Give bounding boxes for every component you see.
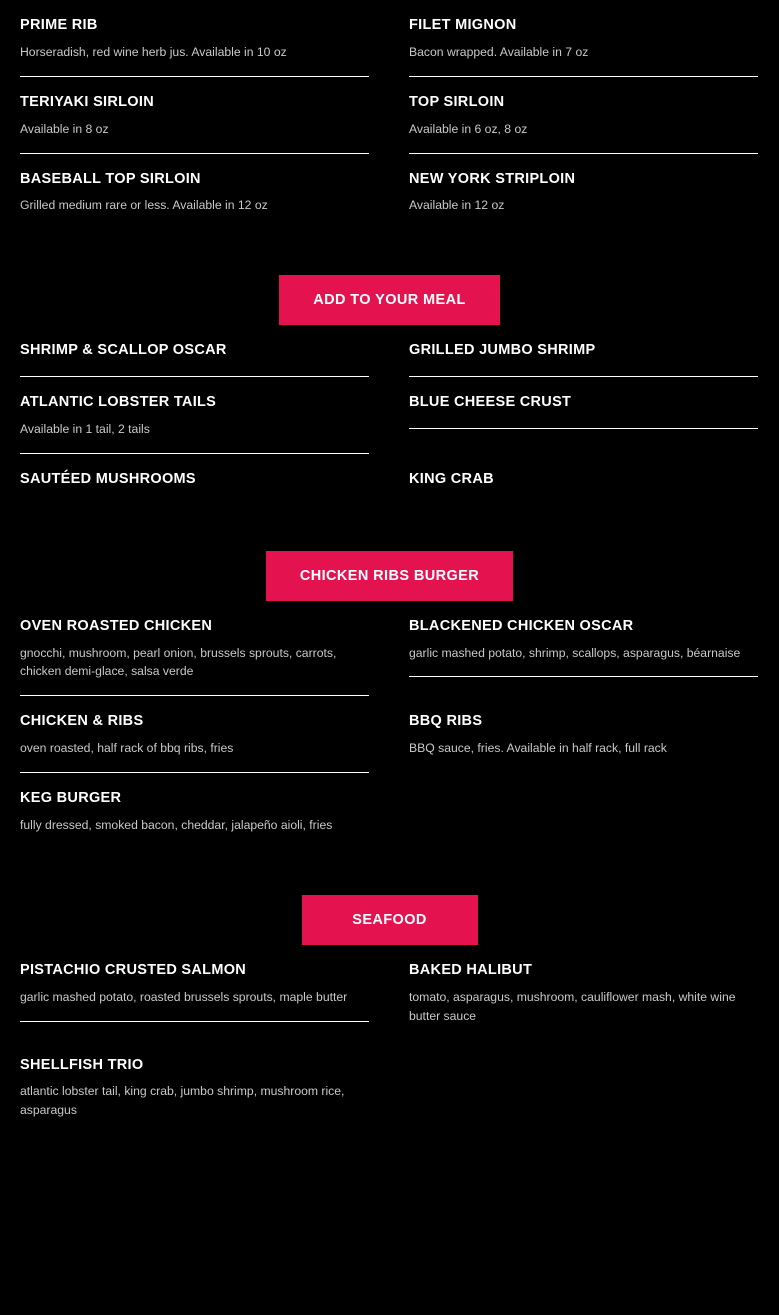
section-banner-wrap: [0, 895, 779, 945]
menu-item-name: CHICKEN & RIBS: [20, 713, 144, 730]
menu-item-name: BAKED HALIBUT: [409, 961, 533, 978]
section-banner-wrap: [0, 275, 779, 325]
menu-item[interactable]: [20, 773, 369, 849]
menu-row: [20, 154, 759, 230]
menu-cell: [20, 1040, 369, 1135]
menu-item-name: BLUE CHEESE CRUST: [409, 394, 572, 411]
section-banner-add-to-your-meal: ADD TO YOUR MEAL: [279, 275, 499, 325]
menu-row: [20, 945, 759, 1040]
section-banner-chicken-ribs-burger: CHICKEN RIBS BURGER: [266, 551, 513, 601]
menu-item-name: BLACKENED CHICKEN OSCAR: [409, 617, 634, 634]
menu-cell: [409, 454, 758, 505]
section-items: [0, 0, 779, 229]
menu-item[interactable]: [409, 154, 758, 230]
menu-item[interactable]: [20, 601, 369, 697]
menu-section-chicken-ribs-burger: [0, 505, 779, 849]
section-spacer: [0, 505, 779, 551]
section-banner-seafood: SEAFOOD: [302, 895, 478, 945]
menu-cell: [409, 325, 758, 377]
menu-item[interactable]: [409, 0, 758, 77]
menu-cell: [409, 154, 758, 230]
section-spacer: [0, 849, 779, 895]
menu-item-description: fully dressed, smoked bacon, cheddar, jalapeño aioli, fries: [20, 817, 333, 832]
menu-item[interactable]: [20, 945, 369, 1022]
menu-item-name: PRIME RIB: [20, 17, 98, 33]
menu-row: [20, 773, 759, 849]
menu-section-seafood: [0, 849, 779, 1134]
menu-cell: [20, 325, 369, 377]
menu-item-description: Grilled medium rare or less. Available in 12 oz: [20, 198, 268, 213]
menu-row: [20, 325, 759, 377]
menu-item[interactable]: [409, 945, 758, 1040]
menu-item-name: PISTACHIO CRUSTED SALMON: [20, 961, 247, 978]
menu-cell: [20, 77, 369, 154]
menu-item-description: oven roasted, half rack of bbq ribs, fries: [20, 741, 234, 756]
section-spacer: [0, 229, 779, 275]
menu-item[interactable]: [20, 454, 369, 505]
menu-item-name: SHRIMP & SCALLOP OSCAR: [20, 342, 227, 359]
menu-item-name: BASEBALL TOP SIRLOIN: [20, 170, 201, 187]
menu-item-description: BBQ sauce, fries. Available in half rack, full rack: [409, 741, 667, 756]
menu-cell: [409, 1040, 758, 1135]
menu-cell: [409, 0, 758, 77]
menu-item-name: SAUTÉED MUSHROOMS: [20, 470, 196, 487]
section-items: [0, 325, 779, 504]
menu-cell: [409, 77, 758, 154]
menu-cell: [409, 377, 758, 454]
menu-item-name: FILET MIGNON: [409, 17, 517, 33]
menu-cell: [20, 377, 369, 454]
menu-item-name: OVEN ROASTED CHICKEN: [20, 617, 213, 634]
menu-item[interactable]: [409, 377, 758, 429]
menu-item-description: gnocchi, mushroom, pearl onion, brussels sprouts, carrots, chicken demi-glace, salsa verde: [20, 645, 337, 679]
menu-item-name: BBQ RIBS: [409, 713, 483, 730]
menu-cell: [20, 454, 369, 505]
menu-item-name: SHELLFISH TRIO: [20, 1056, 144, 1073]
section-items: [0, 945, 779, 1134]
menu-item[interactable]: [20, 377, 369, 454]
menu-item-description: tomato, asparagus, mushroom, cauliflower mash, white wine butter sauce: [409, 989, 736, 1023]
menu-item[interactable]: [409, 696, 758, 772]
menu-row: [20, 0, 759, 77]
menu-item-description: garlic mashed potato, roasted brussels sprouts, maple butter: [20, 989, 348, 1004]
menu-item-description: Available in 8 oz: [20, 121, 109, 136]
menu-item-description: Available in 12 oz: [409, 198, 505, 213]
menu-item-name: KEG BURGER: [20, 790, 122, 807]
menu-cell: [20, 945, 369, 1040]
section-items: [0, 601, 779, 849]
menu-item-description: Available in 1 tail, 2 tails: [20, 421, 150, 436]
menu-item[interactable]: [20, 77, 369, 154]
menu-item[interactable]: [409, 601, 758, 678]
menu-item[interactable]: [409, 454, 758, 505]
menu-item[interactable]: [409, 77, 758, 154]
menu-item-name: NEW YORK STRIPLOIN: [409, 170, 576, 187]
menu-item-description: Bacon wrapped. Available in 7 oz: [409, 44, 589, 59]
menu-row: [20, 77, 759, 154]
menu-cell: [409, 601, 758, 697]
menu-cell: [20, 601, 369, 697]
menu-item-name: GRILLED JUMBO SHRIMP: [409, 342, 596, 359]
menu-item-name: KING CRAB: [409, 470, 494, 487]
menu-item-description: atlantic lobster tail, king crab, jumbo shrimp, mushroom rice, asparagus: [20, 1084, 345, 1118]
menu-section-add-to-your-meal: [0, 229, 779, 504]
menu-cell: [409, 773, 758, 849]
menu-cell: [20, 154, 369, 230]
menu-cell: [20, 773, 369, 849]
menu-item[interactable]: [409, 325, 758, 377]
menu-item[interactable]: [20, 696, 369, 773]
menu-item-description: Available in 6 oz, 8 oz: [409, 121, 528, 136]
menu-cell: [409, 945, 758, 1040]
menu-item-name: TOP SIRLOIN: [409, 93, 505, 110]
menu-item-description: Horseradish, red wine herb jus. Available in 10 oz: [20, 44, 287, 59]
menu-item[interactable]: [20, 0, 369, 77]
menu-item[interactable]: [20, 154, 369, 230]
menu-row: [20, 696, 759, 773]
menu-item[interactable]: [20, 325, 369, 377]
menu-item-name: ATLANTIC LOBSTER TAILS: [20, 394, 217, 411]
menu-item-name: TERIYAKI SIRLOIN: [20, 93, 154, 110]
section-banner-wrap: [0, 551, 779, 601]
menu-cell: [409, 696, 758, 773]
menu-row: [20, 1040, 759, 1135]
menu-item-description: garlic mashed potato, shrimp, scallops, asparagus, béarnaise: [409, 645, 741, 660]
menu-item[interactable]: [20, 1040, 369, 1135]
menu-cell: [20, 696, 369, 773]
menu-row: [20, 601, 759, 697]
menu-row: [20, 377, 759, 454]
menu-row: [20, 454, 759, 505]
menu-section-steaks-continued: [0, 0, 779, 229]
menu-cell: [20, 0, 369, 77]
